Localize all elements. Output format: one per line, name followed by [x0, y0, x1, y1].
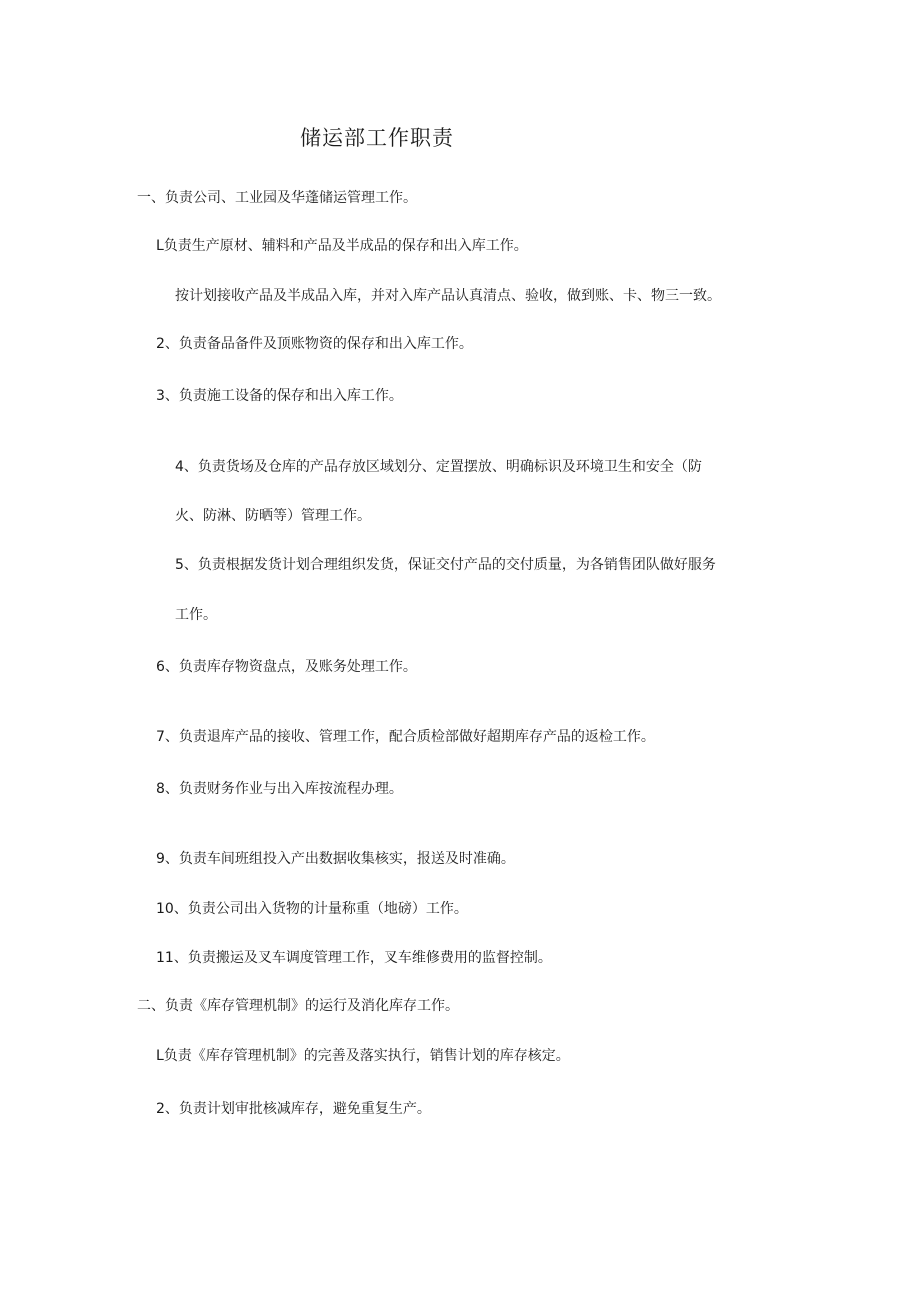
list-item: 5、负责根据发货计划合理组织发货，保证交付产品的交付质量，为各销售团队做好服务 [175, 557, 716, 573]
list-item-continuation: 工作。 [175, 607, 217, 623]
list-item: 7、负责退库产品的接收、管理工作，配合质检部做好超期库存产品的返检工作。 [156, 729, 655, 745]
list-item: 4、负责货场及仓库的产品存放区域划分、定置摆放、明确标识及环境卫生和安全（防 [175, 459, 702, 475]
list-item: L负责《库存管理机制》的完善及落实执行，销售计划的库存核定。 [156, 1048, 570, 1064]
list-item: 2、负责备品备件及顶账物资的保存和出入库工作。 [156, 336, 473, 352]
list-item: 8、负责财务作业与出入库按流程办理。 [156, 781, 403, 797]
list-item: 3、负责施工设备的保存和出入库工作。 [156, 388, 403, 404]
list-item-continuation: 火、防淋、防晒等）管理工作。 [175, 508, 371, 524]
list-item: 2、负责计划审批核减库存，避免重复生产。 [156, 1101, 431, 1117]
list-item-continuation: 按计划接收产品及半成品入库，并对入库产品认真清点、验收，做到账、卡、物三一致。 [175, 288, 721, 304]
list-item: 10、负责公司出入货物的计量称重（地磅）工作。 [156, 901, 468, 917]
list-item: 11、负责搬运及叉车调度管理工作，叉车维修费用的监督控制。 [156, 950, 552, 966]
list-item: L负责生产原材、辅料和产品及半成品的保存和出入库工作。 [156, 238, 528, 254]
page-title: 储运部工作职责 [300, 126, 454, 150]
list-item: 6、负责库存物资盘点，及账务处理工作。 [156, 659, 417, 675]
section-1-heading: 一、负责公司、工业园及华蓬储运管理工作。 [137, 190, 417, 206]
section-2-heading: 二、负责《库存管理机制》的运行及消化库存工作。 [137, 998, 459, 1014]
list-item: 9、负责车间班组投入产出数据收集核实，报送及时准确。 [156, 851, 515, 867]
